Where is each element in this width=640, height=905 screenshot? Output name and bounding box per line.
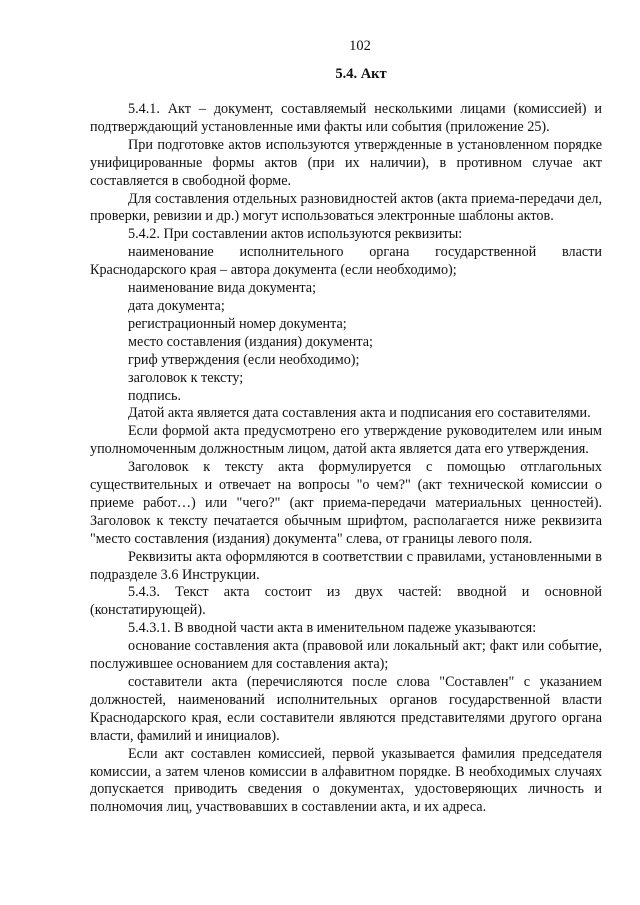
paragraph-5-4-2: 5.4.2. При составлении актов используются реквизиты:	[128, 226, 463, 243]
requisite-author-line-2: Краснодарского края – автора документа (если необходимо);	[90, 262, 457, 279]
paragraph-act-date: Датой акта является дата составления акта и подписания его составителями.	[128, 405, 591, 422]
paragraph-basis: основание составления акта (правовой или локальный акт; факт или событие, послужившее основанием для составления акта);	[90, 638, 602, 673]
paragraph-electronic-templates: Для составления отдельных разновидностей актов (акта приема-передачи дел, проверки, ревизии и др.) могут использоваться электронные шаблоны актов.	[90, 190, 602, 225]
requisite-signature: подпись.	[128, 387, 181, 404]
requisite-date: дата документа;	[128, 297, 225, 314]
section-title: 5.4. Акт	[335, 66, 387, 82]
paragraph-approval-date: Если формой акта предусмотрено его утверждение руководителем или иным уполномоченным должностным лицом, датой акта является дата его утверждения.	[90, 423, 602, 458]
paragraph-commission: Если акт составлен комиссией, первой указывается фамилия председателя комиссии, а затем членов комиссии в алфавитном порядке. В необходимых случаях допускается приводить сведения о документах, удостоверяющих личность и полномочия лиц, участвовавших в составлении акта, и их адреса.	[90, 745, 602, 816]
requisite-approval-stamp: гриф утверждения (если необходимо);	[128, 351, 360, 368]
requisite-place: место составления (издания) документа;	[128, 333, 373, 350]
paragraph-requisites-rules: Реквизиты акта оформляются в соответствии с правилами, установленными в подразделе 3.6 Инструкции.	[90, 548, 602, 583]
requisite-author-line-1: наименование исполнительного органа государственной власти	[128, 244, 602, 261]
paragraph-heading-rules: Заголовок к тексту акта формулируется с помощью отглагольных существительных и отвечает на вопросы "о чем?" (акт технической комиссии о приеме работ…) или "чего?" (акт приема-передачи материальных ценностей). Заголовок к тексту печатается обычным шрифтом, располагается ниже реквизита "место составления (издания) документа" слева, от границы левого поля.	[90, 459, 602, 547]
document-page	[90, 38, 602, 817]
requisite-document-type: наименование вида документа;	[128, 280, 317, 297]
paragraph-unified-forms: При подготовке актов используются утвержденные в установленном порядке унифицированные формы актов (при их наличии), в противном случае акт составляется в свободной форме.	[90, 136, 602, 189]
requisite-heading: заголовок к тексту;	[128, 369, 244, 386]
paragraph-5-4-3: 5.4.3. Текст акта состоит из двух частей: вводной и основной (констатирующей).	[90, 584, 602, 619]
requisite-registration-number: регистрационный номер документа;	[128, 315, 347, 332]
paragraph-5-4-3-1: 5.4.3.1. В вводной части акта в именительном падеже указываются:	[128, 620, 537, 637]
paragraph-5-4-1: 5.4.1. Акт – документ, составляемый несколькими лицами (комиссией) и подтверждающий установленные ими факты или события (приложение 25).	[90, 101, 602, 135]
paragraph-compilers: составители акта (перечисляются после слова "Составлен" с указанием должностей, наименований исполнительных органов государственной власти Краснодарского края, если составители являются представителями другого органа власти, фамилий и инициалов).	[90, 674, 602, 744]
page-number: 102	[349, 38, 371, 54]
